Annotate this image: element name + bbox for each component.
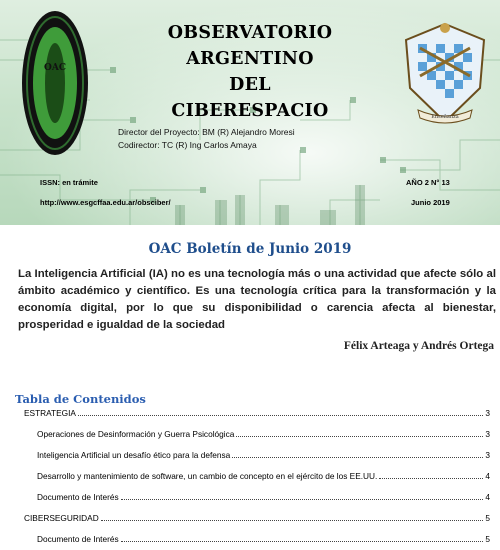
toc-entry-label: Documento de Interés [37,492,119,502]
toc-entry-desinformacion[interactable] [37,429,490,439]
toc-entry-label: ESTRATEGIA [24,408,76,418]
oac-logo [20,8,90,158]
toc-entry-label: Desarrollo y mantenimiento de software, un cambio de concepto en el ejército de los EE.UU. [37,471,378,481]
toc-title: Tabla de Contenidos [15,392,146,406]
toc-entry-page: 3 [485,429,490,439]
toc-entry-label: Inteligencia Artificial un desafío ético para la defensa [37,450,231,460]
toc-entry-estrategia[interactable] [24,408,490,418]
issue-date: Junio 2019 [411,198,450,207]
toc-entry-ciberseguridad[interactable] [24,513,490,523]
toc-entry-label: Operaciones de Desinformación y Guerra Psicológica [37,429,235,439]
dot-leader [78,414,483,416]
dot-leader [121,498,484,500]
toc-entry-page: 4 [485,492,490,502]
toc-entry-page: 3 [485,450,490,460]
issue-number: AÑO 2 N° 13 [406,178,450,187]
toc-entry-page: 4 [485,471,490,481]
dot-leader [101,519,484,521]
bulletin-heading: OAC Boletín de Junio 2019 [148,241,352,257]
project-credits [118,126,295,152]
toc-entry-documento-1[interactable] [37,492,490,502]
toc-entry-page: 3 [485,408,490,418]
dot-leader [236,435,483,437]
dot-leader [232,456,483,458]
logo-text: OAC [44,63,66,73]
director-line: Director del Proyecto: BM (R) Alejandro Moresi [118,127,295,137]
title-line-2: DEL [229,75,271,95]
toc-entry-label: CIBERSEGURIDAD [24,513,99,523]
toc-entry-software[interactable] [37,471,490,481]
toc-entry-page: 5 [485,513,490,523]
dot-leader [121,540,484,542]
toc-entry-label: Documento de Interés [37,534,119,544]
crest-emblem [400,18,490,128]
website-link[interactable]: http://www.esgcffaa.edu.ar/obsciber/ [40,198,171,207]
observatory-title [105,20,395,124]
issn-label: ISSN: en trámite [40,178,98,187]
toc-entry-documento-2[interactable] [37,534,490,544]
title-line-3: CIBERESPACIO [171,101,329,121]
lead-paragraph: La Inteligencia Artificial (IA) no es una tecnología más o una actividad que afecte sólo al ámbito académico y científico. Es una tecnología crítica para la transformación y la economía digital, por lo que su disponibilidad o carencia afecta al bienestar, prosperidad e igualdad de la sociedad [18,268,496,331]
toc-entry-page: 5 [485,534,490,544]
header-banner [0,0,500,225]
toc-entry-inteligencia-artificial[interactable] [37,450,490,460]
crest-motto: Enseñanza [431,114,459,120]
authors-line: Félix Arteaga y Andrés Ortega [343,340,494,352]
codirector-line: Codirector: TC (R) Ing Carlos Amaya [118,140,257,150]
title-line-1: OBSERVATORIO ARGENTINO [167,23,333,69]
dot-leader [379,477,483,479]
